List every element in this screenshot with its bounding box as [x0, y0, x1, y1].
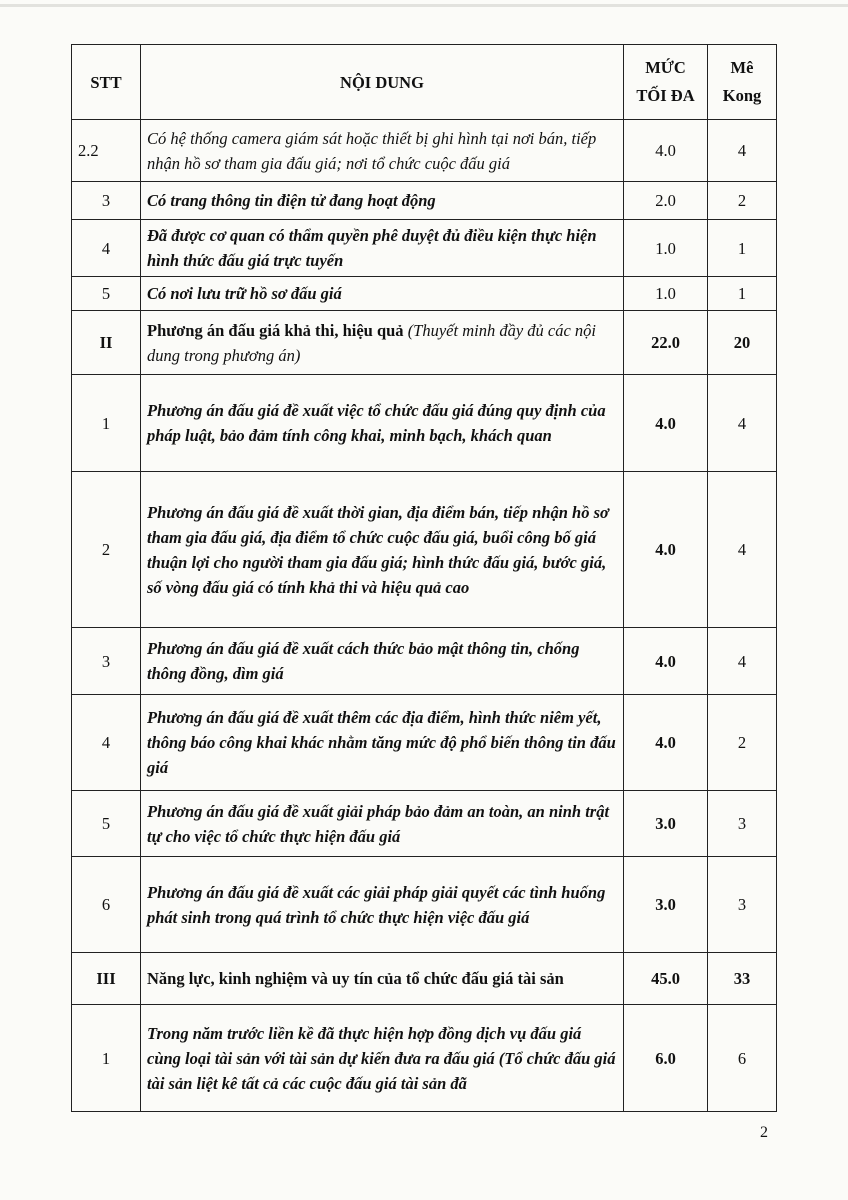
section-note: (Thuyết minh đầy đủ các nội dung trong phương án)	[147, 320, 597, 365]
row-score: 1	[708, 277, 777, 311]
section-stt: III	[72, 953, 141, 1005]
row-score: 4	[708, 472, 777, 628]
table-row	[72, 695, 777, 791]
row-stt: 5	[72, 791, 141, 857]
page-number: 2	[760, 1124, 768, 1141]
row-content: Phương án đấu giá đề xuất các giải pháp giải quyết các tình huống phát sinh trong quá trình tổ chức thực hiện việc đấu giá	[141, 857, 624, 953]
table-header-row	[72, 45, 777, 120]
scan-top-edge	[0, 4, 848, 7]
row-content: Phương án đấu giá đề xuất giải pháp bảo đảm an toàn, an ninh trật tự cho việc tổ chức thực hiện đấu giá	[141, 791, 624, 857]
section-max: 45.0	[624, 953, 708, 1005]
row-max: 3.0	[624, 857, 708, 953]
row-max: 4.0	[624, 375, 708, 472]
table-row	[72, 472, 777, 628]
table-row	[72, 277, 777, 311]
row-max: 3.0	[624, 791, 708, 857]
header-max-line2: TỐI ĐA	[636, 86, 695, 105]
row-content: Đã được cơ quan có thẩm quyền phê duyệt đủ điều kiện thực hiện hình thức đấu giá trực tuyến	[141, 220, 624, 277]
table-row-section	[72, 953, 777, 1005]
table-row	[72, 375, 777, 472]
section-max: 22.0	[624, 311, 708, 375]
table-row	[72, 1005, 777, 1112]
row-score: 3	[708, 791, 777, 857]
row-max: 6.0	[624, 1005, 708, 1112]
table-row	[72, 857, 777, 953]
row-max: 2.0	[624, 182, 708, 220]
row-content: Phương án đấu giá đề xuất cách thức bảo mật thông tin, chống thông đồng, dìm giá	[141, 628, 624, 695]
row-content: Trong năm trước liền kề đã thực hiện hợp đồng dịch vụ đấu giá cùng loại tài sản với tài sản dự kiến đưa ra đấu giá (Tổ chức đấu giá tài sản liệt kê tất cả các cuộc đấu giá tài sản đã	[141, 1005, 624, 1112]
table-row	[72, 120, 777, 182]
header-mekong-score	[708, 45, 777, 120]
header-max-score	[624, 45, 708, 120]
header-stt: STT	[72, 45, 141, 120]
row-score: 4	[708, 120, 777, 182]
row-max: 4.0	[624, 695, 708, 791]
row-score: 2	[708, 182, 777, 220]
row-stt: 1	[72, 375, 141, 472]
table-row-section	[72, 311, 777, 375]
header-content: NỘI DUNG	[141, 45, 624, 120]
header-score-line1: Mê	[730, 58, 754, 77]
header-score-line2: Kong	[722, 86, 762, 105]
section-stt: II	[72, 311, 141, 375]
table-row	[72, 628, 777, 695]
row-stt: 1	[72, 1005, 141, 1112]
row-score: 6	[708, 1005, 777, 1112]
row-score: 3	[708, 857, 777, 953]
row-content: Phương án đấu giá đề xuất thêm các địa điểm, hình thức niêm yết, thông báo công khai khác nhằm tăng mức độ phổ biến thông tin đấu giá	[141, 695, 624, 791]
row-stt: 6	[72, 857, 141, 953]
table-row	[72, 791, 777, 857]
table-row	[72, 182, 777, 220]
section-score: 33	[708, 953, 777, 1005]
row-max: 1.0	[624, 220, 708, 277]
row-content: Phương án đấu giá đề xuất việc tổ chức đấu giá đúng quy định của pháp luật, bảo đảm tính công khai, minh bạch, khách quan	[141, 375, 624, 472]
row-content: Có hệ thống camera giám sát hoặc thiết bị ghi hình tại nơi bán, tiếp nhận hồ sơ tham gia đấu giá; nơi tổ chức cuộc đấu giá	[141, 120, 624, 182]
row-max: 4.0	[624, 472, 708, 628]
row-stt: 4	[72, 695, 141, 791]
row-content: Phương án đấu giá đề xuất thời gian, địa điểm bán, tiếp nhận hồ sơ tham gia đấu giá, địa điểm tổ chức cuộc đấu giá, buổi công bố giá thuận lợi cho người tham gia đấu giá; hình thức đấu giá, bước giá, số vòng đấu giá có tính khả thi và hiệu quả cao	[141, 472, 624, 628]
row-content: Có nơi lưu trữ hồ sơ đấu giá	[141, 277, 624, 311]
row-max: 4.0	[624, 120, 708, 182]
row-stt: 2.2	[72, 120, 141, 182]
header-max-line1: MỨC	[645, 58, 686, 77]
row-stt: 5	[72, 277, 141, 311]
row-stt: 4	[72, 220, 141, 277]
row-stt: 2	[72, 472, 141, 628]
section-content	[141, 311, 624, 375]
row-max: 1.0	[624, 277, 708, 311]
table-row	[72, 220, 777, 277]
document-page	[71, 44, 776, 1112]
section-content: Năng lực, kinh nghiệm và uy tín của tổ chức đấu giá tài sản	[141, 953, 624, 1005]
section-score: 20	[708, 311, 777, 375]
row-score: 4	[708, 375, 777, 472]
row-score: 4	[708, 628, 777, 695]
row-score: 1	[708, 220, 777, 277]
section-title: Phương án đấu giá khả thi, hiệu quả	[147, 320, 404, 340]
row-stt: 3	[72, 182, 141, 220]
row-stt: 3	[72, 628, 141, 695]
scoring-table	[71, 44, 777, 1112]
row-score: 2	[708, 695, 777, 791]
row-content: Có trang thông tin điện tử đang hoạt động	[141, 182, 624, 220]
row-max: 4.0	[624, 628, 708, 695]
